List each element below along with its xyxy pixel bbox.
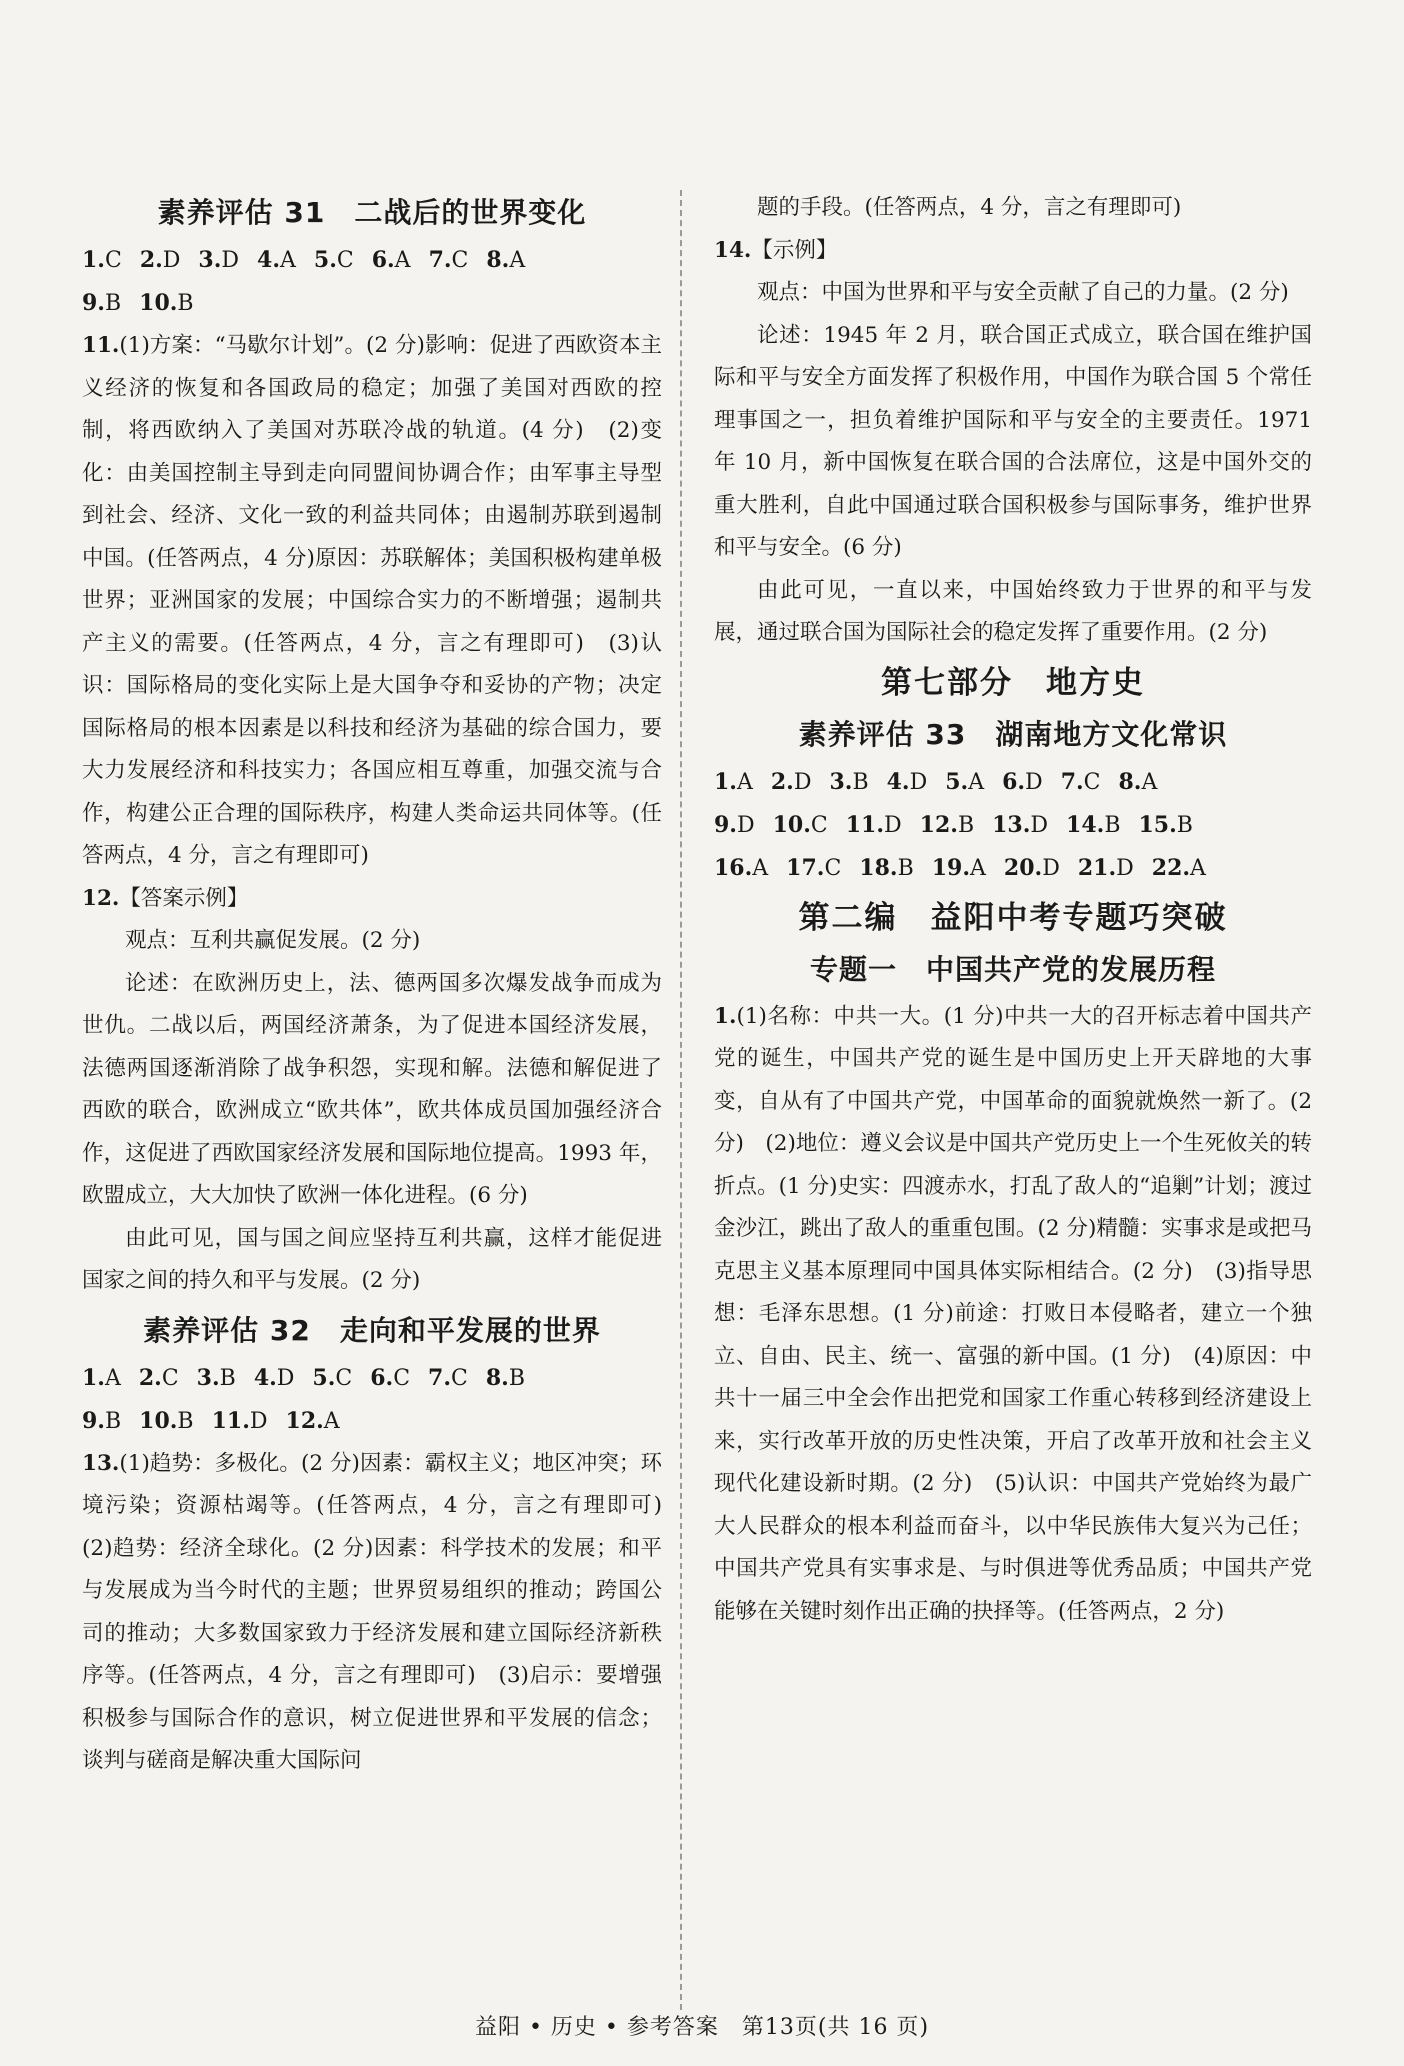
right-column <box>714 187 1312 1633</box>
answer-row <box>714 847 1312 890</box>
answer-number: 16. <box>714 854 753 881</box>
answer-item <box>920 804 974 847</box>
answer-choice: B <box>219 1365 236 1391</box>
answer-choice: A <box>104 1365 121 1391</box>
topic-1-title: 专题一 中国共产党的发展历程 <box>809 952 1216 986</box>
answer-number: 7. <box>428 1364 452 1391</box>
answer-number: 10. <box>139 1407 178 1434</box>
answer-number: 14. <box>1066 811 1105 838</box>
answer-number: 1. <box>82 247 105 273</box>
answer-choice: B <box>104 291 122 316</box>
answer-item <box>1004 847 1060 890</box>
answer-number: 21. <box>1077 854 1117 881</box>
question-11 <box>82 325 662 878</box>
question-14-head <box>714 230 1312 273</box>
answer-number: 10. <box>139 290 178 316</box>
answer-choice: D <box>249 1408 268 1434</box>
answer-number: 10. <box>772 811 811 838</box>
answer-choice: C <box>335 1365 353 1391</box>
answer-choice: D <box>221 248 240 273</box>
question-14-viewpoint: 观点：中国为世界和平与安全贡献了自己的力量。(2 分) <box>757 280 1289 305</box>
answer-choice: D <box>1025 769 1043 795</box>
answer-choice: B <box>104 1408 122 1434</box>
answer-choice: A <box>1141 769 1158 795</box>
answer-item <box>1002 761 1043 804</box>
answer-number: 6. <box>371 247 395 273</box>
question-number: 13. <box>82 1450 120 1476</box>
answer-choice: D <box>736 812 755 838</box>
answer-number: 5. <box>313 247 337 273</box>
answer-choice: B <box>1176 812 1193 838</box>
answer-number: 19. <box>931 854 971 881</box>
answer-item <box>714 761 753 804</box>
answer-choice: C <box>451 1365 468 1391</box>
answer-item <box>197 1357 236 1400</box>
question-number: 12. <box>82 885 120 911</box>
answer-number: 3. <box>198 247 222 273</box>
column-divider <box>680 190 682 2010</box>
answer-choice: B <box>177 291 194 316</box>
answer-item <box>139 1357 179 1400</box>
answer-choice: C <box>824 855 842 881</box>
answer-row <box>82 1357 662 1400</box>
answer-item <box>254 1357 295 1400</box>
question-12-argument: 论述：在欧洲历史上，法、德两国多次爆发战争而成为世仇。二战以后，两国经济萧条，为了促进本国经济发展，法德两国逐渐消除了战争积怨，实现和解。法德和解促进了西欧的联合，欧洲成立“欧共体”，欧共体成员国加强经济合作，这促进了西欧国家经济发展和国际地位提高。1993 年，欧盟成立，大大加快了欧洲一体化进程。(6 分) <box>82 970 662 1208</box>
answer-item <box>932 847 986 890</box>
answer-item <box>714 804 755 847</box>
answer-choice: B <box>177 1408 194 1434</box>
answer-choice: B <box>1104 812 1121 838</box>
answer-choice: B <box>508 1365 525 1391</box>
answer-number: 17. <box>786 854 825 881</box>
question-12-heading: 【答案示例】 <box>119 885 249 911</box>
section-title-33: 素养评估 33 湖南地方文化常识 <box>798 717 1228 751</box>
answer-item <box>312 1357 352 1400</box>
question-14-conclusion: 由此可见，一直以来，中国始终致力于世界的和平与发展，通过联合国为国际社会的稳定发挥了重要作用。(2 分) <box>714 577 1312 645</box>
answer-row <box>714 804 1312 847</box>
answer-item <box>992 804 1048 847</box>
answer-number: 5. <box>945 768 969 795</box>
question-14-argument: 论述：1945 年 2 月，联合国正式成立，联合国在维护国际和平与安全方面发挥了积极作用，中国作为联合国 5 个常任理事国之一，担负着维护国际和平与安全的主要责任。1971 年 10 月，新中国恢复在联合国的合法席位，这是中国外交的重大胜利，自此中国通过联合国积极参与国际事务，维护世界和平与安全。(6 分) <box>714 322 1312 560</box>
answer-choice: A <box>1190 855 1206 881</box>
answer-choice: D <box>162 248 181 273</box>
answer-item <box>429 239 469 282</box>
answer-choice: A <box>968 769 985 795</box>
answer-item <box>486 1357 525 1400</box>
answer-choice: C <box>336 248 354 273</box>
answer-choice: D <box>1042 855 1060 881</box>
answer-number: 4. <box>253 1364 277 1391</box>
question-13-continued: 题的手段。(任答两点，4 分，言之有理即可) <box>757 195 1182 220</box>
answer-item <box>314 239 354 282</box>
answer-item <box>1078 847 1134 890</box>
answer-choice: C <box>104 248 122 273</box>
answer-choice: A <box>394 248 411 273</box>
answer-row <box>82 1400 662 1443</box>
answer-item <box>82 1400 121 1443</box>
answer-number: 11. <box>845 811 885 838</box>
answer-number: 8. <box>485 1364 509 1391</box>
answer-number: 9. <box>82 290 105 316</box>
answer-choice: D <box>884 812 902 838</box>
section-title-32: 素养评估 32 走向和平发展的世界 <box>143 1313 601 1347</box>
answer-number: 4. <box>886 768 910 795</box>
answer-number: 12. <box>285 1407 324 1434</box>
answer-choice: C <box>161 1365 179 1391</box>
topic-1-question-1 <box>714 996 1312 1634</box>
question-number: 1. <box>714 1003 737 1029</box>
answer-item <box>1138 804 1192 847</box>
answer-item <box>198 239 239 282</box>
answer-number: 2. <box>139 247 163 273</box>
answer-item <box>945 761 984 804</box>
answer-item <box>139 1400 193 1443</box>
answer-item <box>829 761 868 804</box>
answer-item <box>428 1357 468 1400</box>
answer-choice: D <box>1030 812 1049 838</box>
answer-item <box>714 847 768 890</box>
question-13-text: (1)趋势：多极化。(2 分)因素：霸权主义；地区冲突；环境污染；资源枯竭等。(任答两点，4 分，言之有理即可) (2)趋势：经济全球化。(2 分)因素：科学技术的发展；和平与发展成为当今时代的主题；世界贸易组织的推动；跨国公司的推动；大多数国家致力于经济发展和建立国际经济新秩序等。(任答两点，4 分，言之有理即可) (3)启示：要增强积极参与国际合作的意识，树立促进世界和平发展的信念；谈判与磋商是解决重大国际问 <box>82 1450 684 1773</box>
answer-number: 4. <box>257 247 280 273</box>
answer-item <box>771 761 812 804</box>
answer-number: 6. <box>1002 768 1026 795</box>
left-column <box>82 185 684 1783</box>
question-number: 11. <box>82 333 120 358</box>
answer-choice: D <box>909 769 928 795</box>
answer-item <box>887 761 928 804</box>
answer-item <box>1152 847 1206 890</box>
question-12-conclusion: 由此可见，国与国之间应坚持互利共赢，这样才能促进国家之间的持久和平与发展。(2 分) <box>82 1225 662 1293</box>
answer-item <box>1119 761 1158 804</box>
answer-number: 11. <box>211 1407 250 1434</box>
answer-number: 6. <box>370 1364 394 1391</box>
answer-choice: A <box>509 248 526 273</box>
answer-item <box>859 847 913 890</box>
answer-row <box>82 239 662 282</box>
answer-choice: D <box>276 1365 295 1391</box>
answer-item <box>212 1400 268 1443</box>
answer-item <box>82 282 121 325</box>
question-11-text: (1)方案：“马歇尔计划”。(2 分)影响：促进了西欧资本主义经济的恢复和各国政局的稳定；加强了美国对西欧的控制，将西欧纳入了美国对苏联冷战的轨道。(4 分) (2)变化：由美国控制主导到走向同盟间协调合作；由军事主导型到社会、经济、文化一致的利益共同体；由遏制苏联到遏制中国。(任答两点，4 分)原因：苏联解体；美国积极构建单极世界；亚洲国家的发展；中国综合实力的不断增强；遏制共产主义的需要。(任答两点，4 分，言之有理即可) (3)认识：国际格局的变化实际上是大国争夺和妥协的产物；决定国际格局的根本因素是以科技和经济为基础的综合国力，要大力发展经济和科技实力；各国应相互尊重，加强交流与合作，构建公正合理的国际秩序，构建人类命运共同体等。(任答两点，4 分，言之有理即可) <box>82 333 662 868</box>
answer-choice: A <box>323 1408 340 1434</box>
section-title-31: 素养评估 31 二战后的世界变化 <box>157 196 587 229</box>
answer-number: 8. <box>486 247 510 273</box>
answer-item <box>139 282 193 325</box>
answer-choice: D <box>1116 855 1134 881</box>
answer-item <box>140 239 181 282</box>
answer-number: 2. <box>770 768 794 795</box>
answer-choice: B <box>957 812 975 838</box>
answer-choice: C <box>451 248 469 273</box>
answer-row <box>714 761 1312 804</box>
question-number: 14. <box>714 237 752 263</box>
answer-number: 3. <box>829 768 853 795</box>
answer-choice: C <box>810 812 828 838</box>
answer-item <box>372 239 411 282</box>
answer-choice: C <box>1083 769 1101 795</box>
answer-choice: C <box>393 1365 411 1391</box>
answer-number: 1. <box>714 768 737 795</box>
question-12-head <box>82 878 662 921</box>
answer-choice: D <box>793 769 812 795</box>
answer-item <box>370 1357 410 1400</box>
answer-choice: A <box>736 769 753 795</box>
answer-item <box>846 804 902 847</box>
answer-item <box>286 1400 340 1443</box>
answer-number: 7. <box>428 247 452 273</box>
answer-number: 8. <box>1118 768 1142 795</box>
answer-number: 13. <box>992 811 1031 838</box>
question-14-heading: 【示例】 <box>751 237 838 263</box>
answer-item <box>786 847 841 890</box>
answer-item <box>1066 804 1120 847</box>
answer-number: 20. <box>1003 854 1043 881</box>
answer-item <box>257 239 296 282</box>
answer-number: 12. <box>919 811 958 838</box>
answer-choice: A <box>970 855 986 881</box>
answer-number: 1. <box>82 1364 105 1391</box>
answer-number: 15. <box>1138 811 1177 838</box>
answer-number: 18. <box>859 854 898 881</box>
answer-number: 9. <box>82 1407 105 1434</box>
answer-number: 7. <box>1060 768 1084 795</box>
answer-choice: B <box>897 855 914 881</box>
answer-number: 9. <box>714 811 737 838</box>
topic-1-question-1-text: (1)名称：中共一大。(1 分)中共一大的召开标志着中国共产党的诞生，中国共产党的诞生是中国历史上开天辟地的大事变，自从有了中国共产党，中国革命的面貌就焕然一新了。(2 分) (2)地位：遵义会议是中国共产党历史上一个生死攸关的转折点。(1 分)史实：四渡赤水，打乱了敌人的“追剿”计划；渡过金沙江，跳出了敌人的重重包围。(2 分)精髓：实事求是或把马克思主义基本原理同中国具体实际相结合。(2 分) (3)指导思想：毛泽东思想。(1 分)前途：打败日本侵略者，建立一个独立、自由、民主、统一、富强的新中国。(1 分) (4)原因：中共十一届三中全会作出把党和国家工作重心转移到经济建设上来，实行改革开放的历史性决策，开启了改革开放和社会主义现代化建设新时期。(2 分) (5)认识：中国共产党始终为最广大人民群众的根本利益而奋斗，以中华民族伟大复兴为己任；中国共产党具有实事求是、与时俱进等优秀品质；中国共产党能够在关键时刻作出正确的抉择等。(任答两点，2 分) <box>714 1003 1312 1624</box>
page-footer: 益阳 • 历史 • 参考答案 第13页(共 16 页) <box>474 2015 930 2040</box>
answer-row <box>82 282 662 325</box>
answer-item <box>1061 761 1101 804</box>
answer-choice: B <box>852 769 869 795</box>
answer-item <box>82 239 122 282</box>
question-13 <box>82 1443 684 1783</box>
answer-number: 22. <box>1151 854 1191 881</box>
answer-number: 3. <box>196 1364 220 1391</box>
part-7-title: 第七部分 地方史 <box>881 664 1145 701</box>
answer-item <box>82 1357 121 1400</box>
answer-item <box>773 804 828 847</box>
answer-item <box>486 239 525 282</box>
answer-choice: A <box>280 248 296 273</box>
answer-number: 2. <box>138 1364 162 1391</box>
part-2-title: 第二编 益阳中考专题巧突破 <box>798 899 1228 936</box>
question-12-viewpoint: 观点：互利共赢促发展。(2 分) <box>125 928 421 953</box>
answer-choice: A <box>752 855 769 881</box>
answer-number: 5. <box>312 1364 336 1391</box>
